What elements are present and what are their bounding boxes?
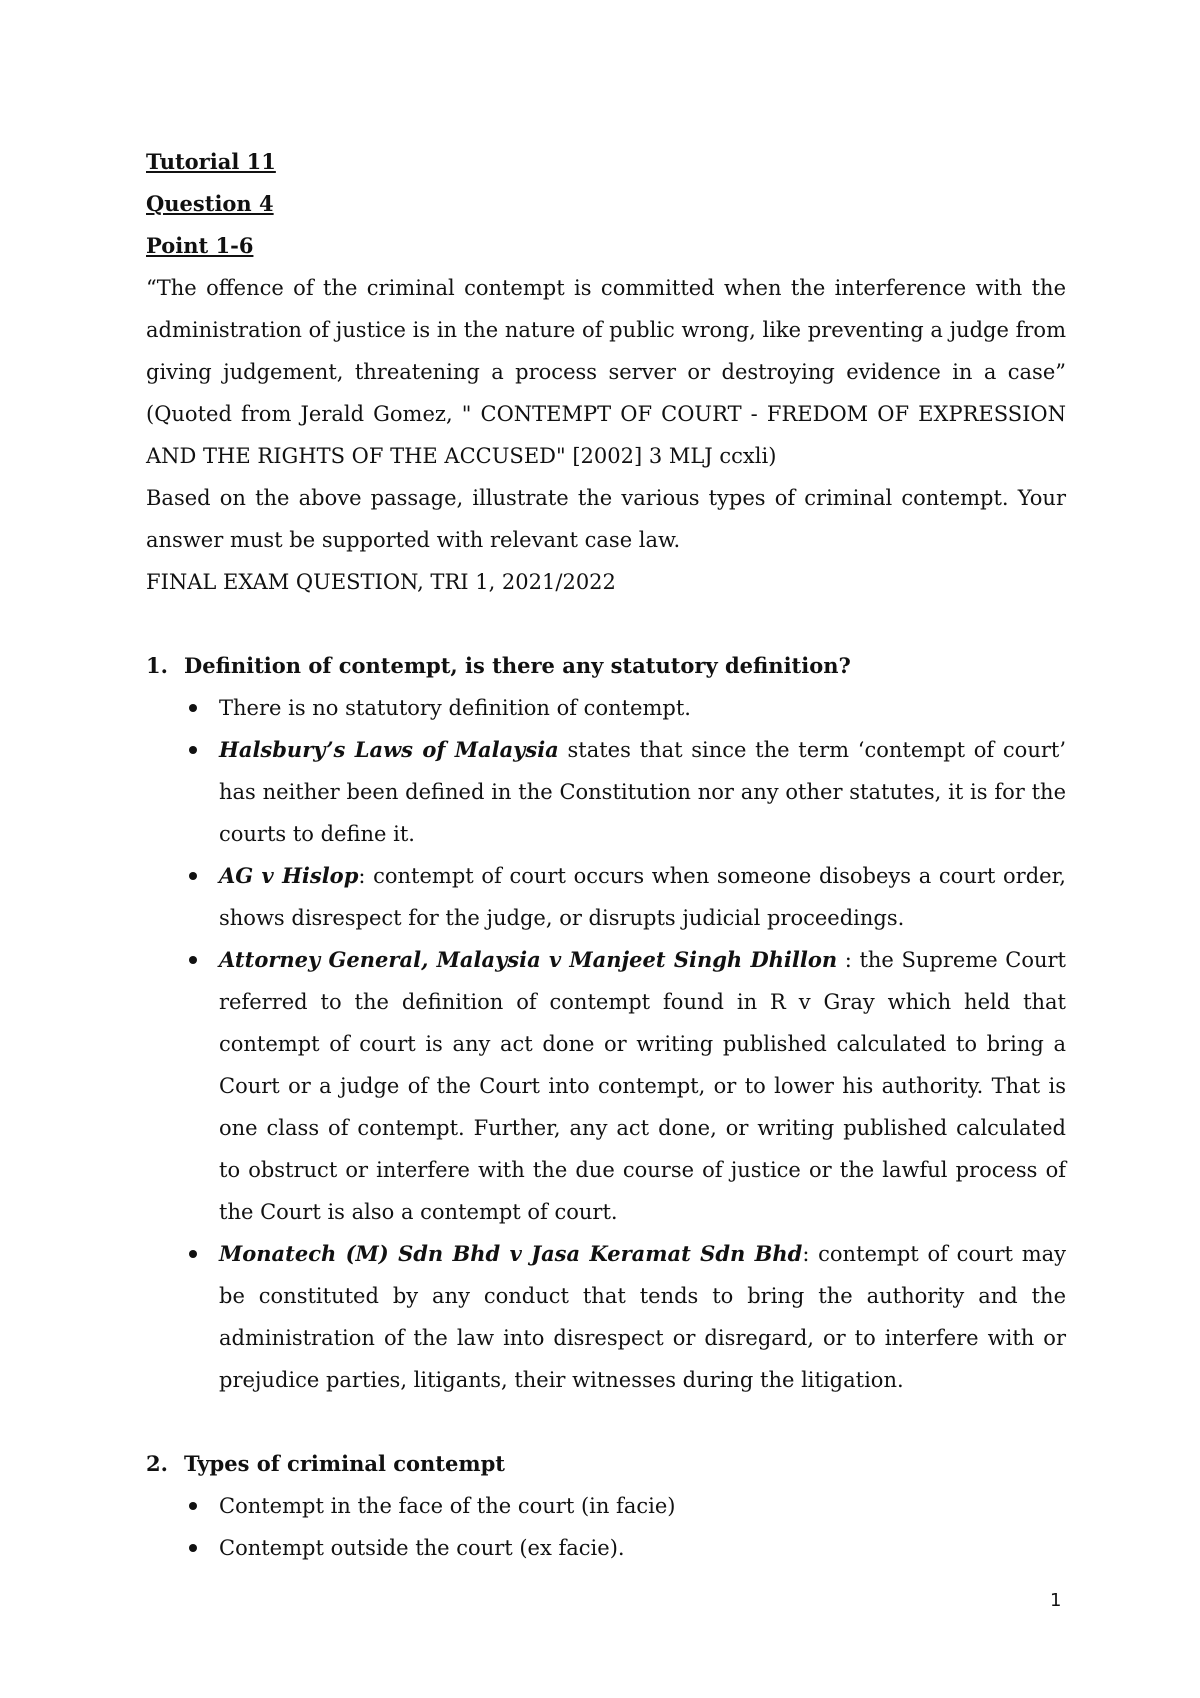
bullet-icon [189, 1250, 197, 1258]
case-name: AG v Hislop [219, 863, 359, 888]
bullet-text: Contempt in the face of the court (in facie) [219, 1494, 676, 1518]
bullet-icon [189, 956, 197, 964]
bullet-text: Contempt outside the court (ex facie). [219, 1536, 625, 1560]
list-item [146, 729, 1066, 855]
section-2-number: 2. [146, 1451, 168, 1476]
tutorial-heading: Tutorial 11 [146, 149, 276, 174]
section-2-list [146, 1485, 1066, 1569]
list-item [146, 1485, 1066, 1527]
bullet-text: : contempt of court may be constituted by any conduct that tends to bring the authority and the administration of the law into disrespect or disregard, or to interfere with or prejudice parties, litigants, their witnesses during the litigation. [219, 1242, 1066, 1392]
bullet-text: states that since the term ‘contempt of court’ has neither been defined in the Constitution nor any other statutes, it is for the courts to define it. [219, 738, 1067, 846]
bullet-text: There is no statutory definition of contempt. [219, 696, 691, 720]
bullet-icon [189, 1544, 197, 1552]
list-item [146, 687, 1066, 729]
section-2-heading [146, 1443, 1066, 1485]
point-heading: Point 1-6 [146, 233, 254, 258]
section-1-title: Definition of contempt, is there any statutory definition? [184, 653, 851, 678]
section-1-number: 1. [146, 653, 168, 678]
quote-paragraph: “The offence of the criminal contempt is committed when the interference with the administration of justice is in the nature of public wrong, like preventing a judge from giving judgement, threatening a process server or destroying evidence in a case” (Quoted from Jerald Gomez, " CONTEMPT OF COURT - FREDOM OF EXPRESSION AND THE RIGHTS OF THE ACCUSED" [2002] 3 MLJ ccxli) [146, 276, 1066, 468]
section-1-heading [146, 645, 1066, 687]
list-item [146, 1527, 1066, 1569]
instruction-paragraph: Based on the above passage, illustrate the various types of criminal contempt. Your answer must be supported with relevant case law. [146, 486, 1066, 552]
bullet-text: : the Supreme Court referred to the definition of contempt found in R v Gray which held that contempt of court is any act done or writing published calculated to bring a Court or a judge of the Court into contempt, or to lower his authority. That is one class of contempt. Further, any act done, or writing published calculated to obstruct or interfere with the due course of justice or the lawful process of the Court is also a contempt of court. [219, 948, 1066, 1224]
exam-note: FINAL EXAM QUESTION, TRI 1, 2021/2022 [146, 570, 616, 594]
case-name: Monatech (M) Sdn Bhd v Jasa Keramat Sdn Bhd [219, 1241, 803, 1266]
list-item [146, 939, 1066, 1233]
page-number: 1 [1050, 1590, 1062, 1611]
case-name: Halsbury’s Laws of Malaysia [219, 737, 559, 762]
case-name: Attorney General, Malaysia v Manjeet Singh Dhillon [219, 947, 838, 972]
bullet-icon [189, 746, 197, 754]
section-2-title: Types of criminal contempt [184, 1451, 505, 1476]
bullet-icon [189, 704, 197, 712]
bullet-icon [189, 1502, 197, 1510]
document-body [146, 141, 1066, 1569]
question-heading: Question 4 [146, 191, 274, 216]
bullet-icon [189, 872, 197, 880]
bullet-text: : contempt of court occurs when someone disobeys a court order, shows disrespect for the judge, or disrupts judicial proceedings. [219, 864, 1066, 930]
section-1-list [146, 687, 1066, 1401]
list-item [146, 1233, 1066, 1401]
list-item [146, 855, 1066, 939]
